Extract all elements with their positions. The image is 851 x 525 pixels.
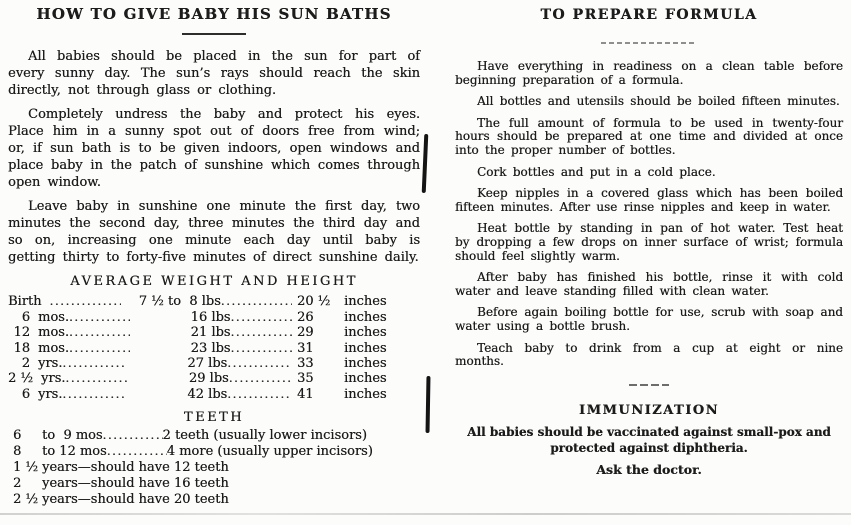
age-unit: yrs. xyxy=(41,371,66,387)
dot-leader xyxy=(65,371,128,386)
age-value: 18 xyxy=(13,340,30,356)
teeth-result: years—should have 20 teeth xyxy=(42,491,229,507)
age-unit: mos. xyxy=(38,325,69,341)
right-title-rule xyxy=(601,42,697,44)
dot-leader xyxy=(103,428,163,444)
weight-value: 27 lbs xyxy=(187,356,228,372)
height-value: 20 ½ xyxy=(297,294,331,310)
height-value: 31 xyxy=(297,340,314,356)
formula-paragraph: Cork bottles and put in a cold place. xyxy=(477,164,716,179)
teeth-result: years—should have 12 teeth xyxy=(42,460,229,476)
dot-leader xyxy=(229,371,292,386)
teeth-age: 6 xyxy=(13,428,22,444)
weight-value: 16 lbs xyxy=(190,309,231,325)
height-value: 35 xyxy=(297,371,314,387)
dot-leader xyxy=(69,325,131,340)
weight-value: 42 lbs xyxy=(187,386,228,402)
height-value: 33 xyxy=(297,356,314,372)
height-unit: inches xyxy=(344,294,387,310)
weight-value: 7 ½ to 8 lbs xyxy=(138,294,221,310)
age-value: 2 ½ xyxy=(8,371,34,387)
teeth-age: 1 ½ xyxy=(13,460,39,476)
age-unit: mos. xyxy=(38,309,69,325)
table-row xyxy=(8,371,394,386)
height-value: 29 xyxy=(297,325,314,341)
dot-leader xyxy=(62,387,127,402)
age-value: 2 xyxy=(21,356,30,372)
height-value: 26 xyxy=(297,309,314,325)
dot-leader xyxy=(230,341,292,356)
left-column xyxy=(0,0,425,525)
table-row xyxy=(8,387,394,402)
right-column xyxy=(425,0,851,525)
teeth-result: 4 more (usually upper incisors) xyxy=(166,444,373,460)
table-row xyxy=(8,341,394,356)
table-row xyxy=(8,294,394,309)
formula-paragraph: The full amount of formula to be used in twenty-four hours should be prepared at one time and divided at once into the proper number of bottles. xyxy=(455,115,843,157)
height-unit: inches xyxy=(344,371,387,387)
table-row xyxy=(8,356,394,371)
dot-leader xyxy=(230,325,292,340)
age-value: 12 xyxy=(13,325,30,341)
age-unit: yrs. xyxy=(38,386,63,402)
teeth-row xyxy=(8,444,420,460)
ask-the-doctor-note: Ask the doctor. xyxy=(596,461,702,477)
height-unit: inches xyxy=(344,340,387,356)
teeth-age: 2 ½ xyxy=(13,491,39,507)
height-unit: inches xyxy=(344,386,387,402)
teeth-row xyxy=(8,428,420,444)
weight-value: 29 lbs xyxy=(188,371,229,387)
sunbath-paragraph: All babies should be placed in the sun for part of every sunny day. The sun’s rays should reach the skin directly, not through glass or clothing. xyxy=(8,49,420,99)
teeth-table xyxy=(8,428,420,508)
weight-value: 21 lbs xyxy=(190,325,231,341)
height-unit: inches xyxy=(344,325,387,341)
weight-height-table xyxy=(8,294,420,402)
height-unit: inches xyxy=(344,309,387,325)
dot-leader xyxy=(221,294,292,309)
teeth-age-range: to 12 mos xyxy=(42,444,107,460)
sunbath-paragraph: Leave baby in sunshine one minute the first day, two minutes the second day, three minutes the third day and so on, increasing one minute each day until baby is getting thirty to forty-five minutes of direct sunshine daily. xyxy=(8,198,420,266)
weight-value: 23 lbs xyxy=(190,340,231,356)
age-value: 6 xyxy=(21,386,30,402)
teeth-age-range: to 9 mos xyxy=(42,428,103,444)
formula-paragraph: After baby has finished his bottle, rinse it with cold water and leave standing filled with clean water. xyxy=(455,270,843,298)
teeth-age: 2 xyxy=(13,476,22,491)
dot-leader xyxy=(107,444,167,460)
page-bottom-scan-line xyxy=(0,513,851,515)
table-row xyxy=(8,310,394,325)
teeth-row xyxy=(8,492,420,508)
age-value: Birth xyxy=(8,294,42,310)
teeth-result: years—should have 16 teeth xyxy=(42,476,229,491)
immunization-title: IMMUNIZATION xyxy=(579,402,719,418)
teeth-row xyxy=(8,476,420,492)
weight-height-title: AVERAGE WEIGHT AND HEIGHT xyxy=(70,274,358,290)
dot-leader xyxy=(227,387,292,402)
age-unit: yrs. xyxy=(38,356,63,372)
formula-paragraph: Have everything in readiness on a clean table before beginning preparation of a formula. xyxy=(455,59,843,87)
height-unit: inches xyxy=(344,356,387,372)
dot-leader xyxy=(69,341,131,356)
formula-paragraph: Heat bottle by standing in pan of hot water. Test heat by dropping a few drops on inner surface of wrist; formula should feel slightly warm. xyxy=(455,221,843,263)
age-unit: mos. xyxy=(38,340,69,356)
formula-paragraph: Before again boiling bottle for use, scrub with soap and water using a bottle brush. xyxy=(455,305,843,333)
sunbath-paragraph: Completely undress the baby and protect his eyes. Place him in a sunny spot out of doors free from wind; or, if sun bath is to be given indoors, open windows and place baby in the patch of sunshine which comes through open window. xyxy=(8,106,420,191)
formula-paragraph: Keep nipples in a covered glass which has been boiled fifteen minutes. After use rinse nipples and keep in water. xyxy=(455,186,843,214)
teeth-row xyxy=(8,460,420,476)
left-title-rule xyxy=(182,33,246,35)
age-value: 6 xyxy=(21,309,30,325)
right-title: TO PREPARE FORMULA xyxy=(540,7,758,23)
teeth-age: 8 xyxy=(13,444,22,460)
table-row xyxy=(8,325,394,340)
teeth-result: 2 teeth (usually lower incisors) xyxy=(162,428,367,444)
section-divider xyxy=(629,384,669,386)
dot-leader xyxy=(50,294,121,309)
left-title: HOW TO GIVE BABY HIS SUN BATHS xyxy=(36,5,392,23)
dot-leader xyxy=(62,356,127,371)
height-value: 41 xyxy=(297,386,314,402)
dot-leader xyxy=(227,356,292,371)
dot-leader xyxy=(230,310,292,325)
formula-paragraph: All bottles and utensils should be boiled fifteen minutes. xyxy=(477,94,840,109)
teeth-title: TEETH xyxy=(183,410,245,426)
formula-paragraph: Teach baby to drink from a cup at eight or nine months. xyxy=(455,340,843,369)
dot-leader xyxy=(69,310,131,325)
immunization-text: All babies should be vaccinated against small-pox and protected against diphtheria. xyxy=(467,424,831,455)
